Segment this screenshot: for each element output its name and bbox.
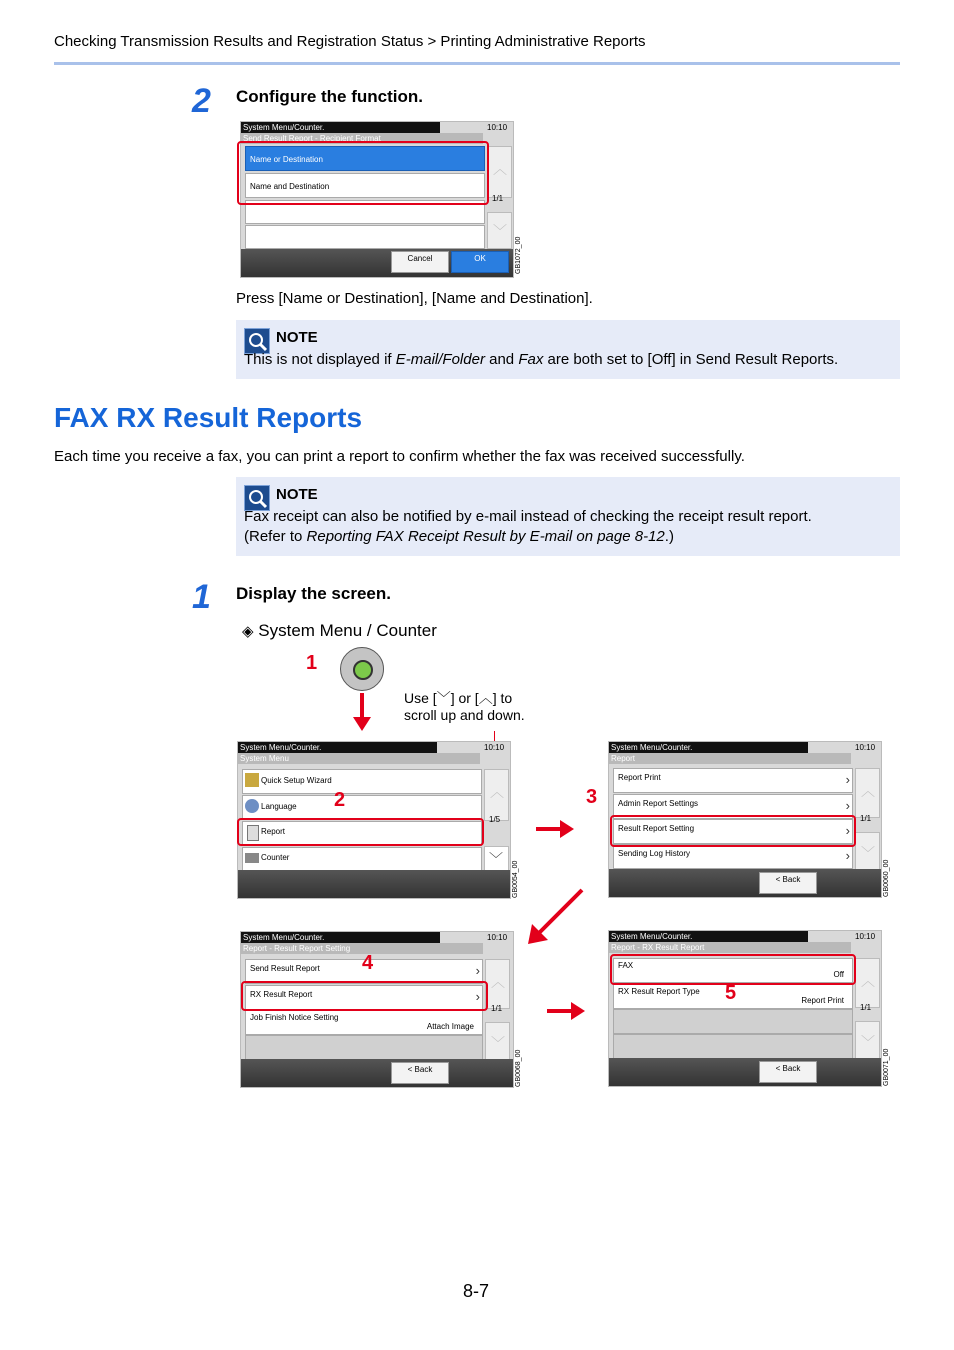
chevron-up-icon: ︿ [478,690,493,706]
system-menu-key[interactable] [340,647,384,691]
highlight-box [610,954,856,985]
counter-icon [245,853,259,863]
chevron-down-icon: ﹀ [493,223,507,239]
screen-subtitle: Report [609,753,851,764]
screen-bottom-bar [609,869,881,897]
screen-title: System Menu/Counter. [609,931,808,942]
chevron-up-icon: ︿ [493,161,507,177]
step-heading: Display the screen. [236,584,391,603]
chevron-right-icon: › [845,848,850,863]
step-number: 2 [192,82,211,120]
menu-item-rx-result-report[interactable]: RX Result Report › [245,985,483,1010]
chevron-up-icon: ︿ [861,783,875,799]
menu-item-job-finish-notice[interactable]: Job Finish Notice Setting Attach Image [245,1010,483,1035]
chevron-down-icon: ﹀ [436,690,451,706]
callout-number: 5 [725,982,737,1004]
menu-item-send-result-report[interactable]: Send Result Report › [245,959,483,984]
highlight-box [237,818,484,846]
scroll-hint: Use [﹀] or [︿] to scroll up and down. [404,690,525,723]
chevron-right-icon: › [475,989,480,1004]
chevron-right-icon: › [845,772,850,787]
highlight-box [237,141,489,205]
scroll-up-button[interactable] [485,959,510,1009]
ok-button[interactable]: OK [451,251,509,273]
note-text: Fax receipt can also be notified by e-mail instead of checking the receipt result report. [244,508,812,525]
screen-title: System Menu/Counter. [609,742,808,753]
screen-code: GB0060_00 [883,859,890,897]
cancel-button[interactable]: Cancel [391,251,449,273]
screen-code: GB0068_00 [515,1049,522,1087]
note-box [236,477,900,556]
empty-row [613,1034,853,1059]
chevron-up-icon: ︿ [491,974,505,990]
screen-time: 10:10 [855,932,876,941]
scroll-up-button[interactable] [855,768,880,818]
step-heading: Configure the function. [236,87,423,106]
option-label: Name and Destination [250,182,330,191]
menu-item-counter[interactable]: Counter [242,847,482,872]
arrow-right-icon [547,1000,587,1022]
note-text-ref: (Refer to Reporting FAX Receipt Result by E-mail on page 8-12.) [244,528,674,545]
chevron-down-icon: ﹀ [861,1034,875,1050]
back-button[interactable]: < Back [759,872,817,894]
scroll-up-button[interactable] [487,146,512,198]
callout-number: 2 [334,789,346,811]
screen-bottom-bar [609,1058,881,1086]
option-label: Name or Destination [250,155,323,164]
chevron-down-icon: ﹀ [489,851,503,867]
screen-subtitle: Report - Result Report Setting [241,943,483,954]
header-rule [54,62,900,65]
wizard-icon [245,773,259,787]
chevron-down-icon: ﹀ [861,845,875,861]
scroll-down-button[interactable] [855,1021,880,1059]
indicator-light-icon [353,660,373,680]
setting-rx-result-report-type[interactable]: RX Result Report Type Report Print [613,984,853,1009]
empty-row [613,1009,853,1034]
page-indicator: 1/1 [860,814,872,823]
menu-item-sending-log-history[interactable]: Sending Log History › [613,844,853,869]
scroll-down-button[interactable] [855,832,880,870]
scroll-up-button[interactable] [855,958,880,1008]
page-indicator: 1/5 [489,815,501,824]
page-number: 8-7 [463,1281,490,1301]
screen-time: 10:10 [484,743,505,752]
menu-item-quick-setup[interactable]: Quick Setup Wizard [242,769,482,794]
note-title: NOTE [276,329,318,346]
screen-bottom-bar [241,249,513,277]
callout-number: 1 [306,652,318,674]
screen-subtitle: Send Result Report - Recipient Format [241,133,483,144]
menu-item-language[interactable]: Language [242,795,482,820]
section-intro: Each time you receive a fax, you can print a report to confirm whether the fax was received successfully. [54,448,745,465]
arrow-down-icon [351,693,373,733]
note-title: NOTE [276,486,318,503]
menu-item-result-report-setting[interactable]: Result Report Setting › [613,819,853,844]
callout-number: 4 [362,952,374,974]
back-button[interactable]: < Back [391,1062,449,1084]
section-title: FAX RX Result Reports [54,402,363,433]
chevron-up-icon: ︿ [490,784,504,800]
screen-time: 10:10 [855,743,876,752]
screen-time: 10:10 [487,933,508,942]
page-indicator: 1/1 [860,1003,872,1012]
screen-subtitle: Report - RX Result Report [609,942,851,953]
note-text: This is not displayed if E-mail/Folder and Fax are both set to [Off] in Send Result Reports. [244,351,839,368]
scroll-down-button[interactable] [487,212,512,249]
menu-item-admin-report-settings[interactable]: Admin Report Settings › [613,794,853,819]
arrow-diagonal-icon [524,886,586,948]
scroll-up-button[interactable] [484,769,509,821]
page-indicator: 1/1 [491,1004,503,1013]
back-button[interactable]: < Back [759,1061,817,1083]
empty-row [245,1035,483,1060]
chevron-up-icon: ︿ [861,973,875,989]
screen-time: 10:10 [487,123,508,132]
breadcrumb: Checking Transmission Results and Registration Status > Printing Administrative Reports [54,33,646,50]
chevron-down-icon: ﹀ [491,1035,505,1051]
screen-title: System Menu/Counter. [238,742,437,753]
page-indicator: 1/1 [492,194,504,203]
screen-bottom-bar [238,870,510,898]
scroll-down-button[interactable] [484,846,509,872]
screen-code: GB0054_00 [512,860,519,898]
setting-fax[interactable]: FAX Off [613,958,853,983]
step-number: 1 [192,578,211,616]
screen-code: GB0071_00 [883,1048,890,1086]
highlight-box [610,815,856,847]
menu-item-report[interactable]: Report [242,821,482,846]
highlight-box [241,981,488,1011]
chevron-right-icon: › [845,798,850,813]
screen-subtitle: System Menu [238,753,480,764]
menu-item-report-print[interactable]: Report Print › [613,768,853,793]
chevron-right-icon: › [475,963,480,978]
chevron-right-icon: › [845,823,850,838]
diamond-key-icon: ◈ [242,623,254,640]
screen-bottom-bar [241,1059,513,1087]
screen-code: GB1072_00 [515,236,522,274]
key-label: ◈ System Menu / Counter [242,621,437,640]
arrow-right-icon [536,818,576,840]
screen-title: System Menu/Counter. [241,122,440,133]
language-icon [245,799,259,813]
screen-title: System Menu/Counter. [241,932,440,943]
note-box [236,320,900,379]
empty-row [245,225,485,249]
instruction-text: Press [Name or Destination], [Name and Destination]. [236,290,593,307]
callout-number: 3 [586,786,598,808]
scroll-down-button[interactable] [485,1022,510,1060]
